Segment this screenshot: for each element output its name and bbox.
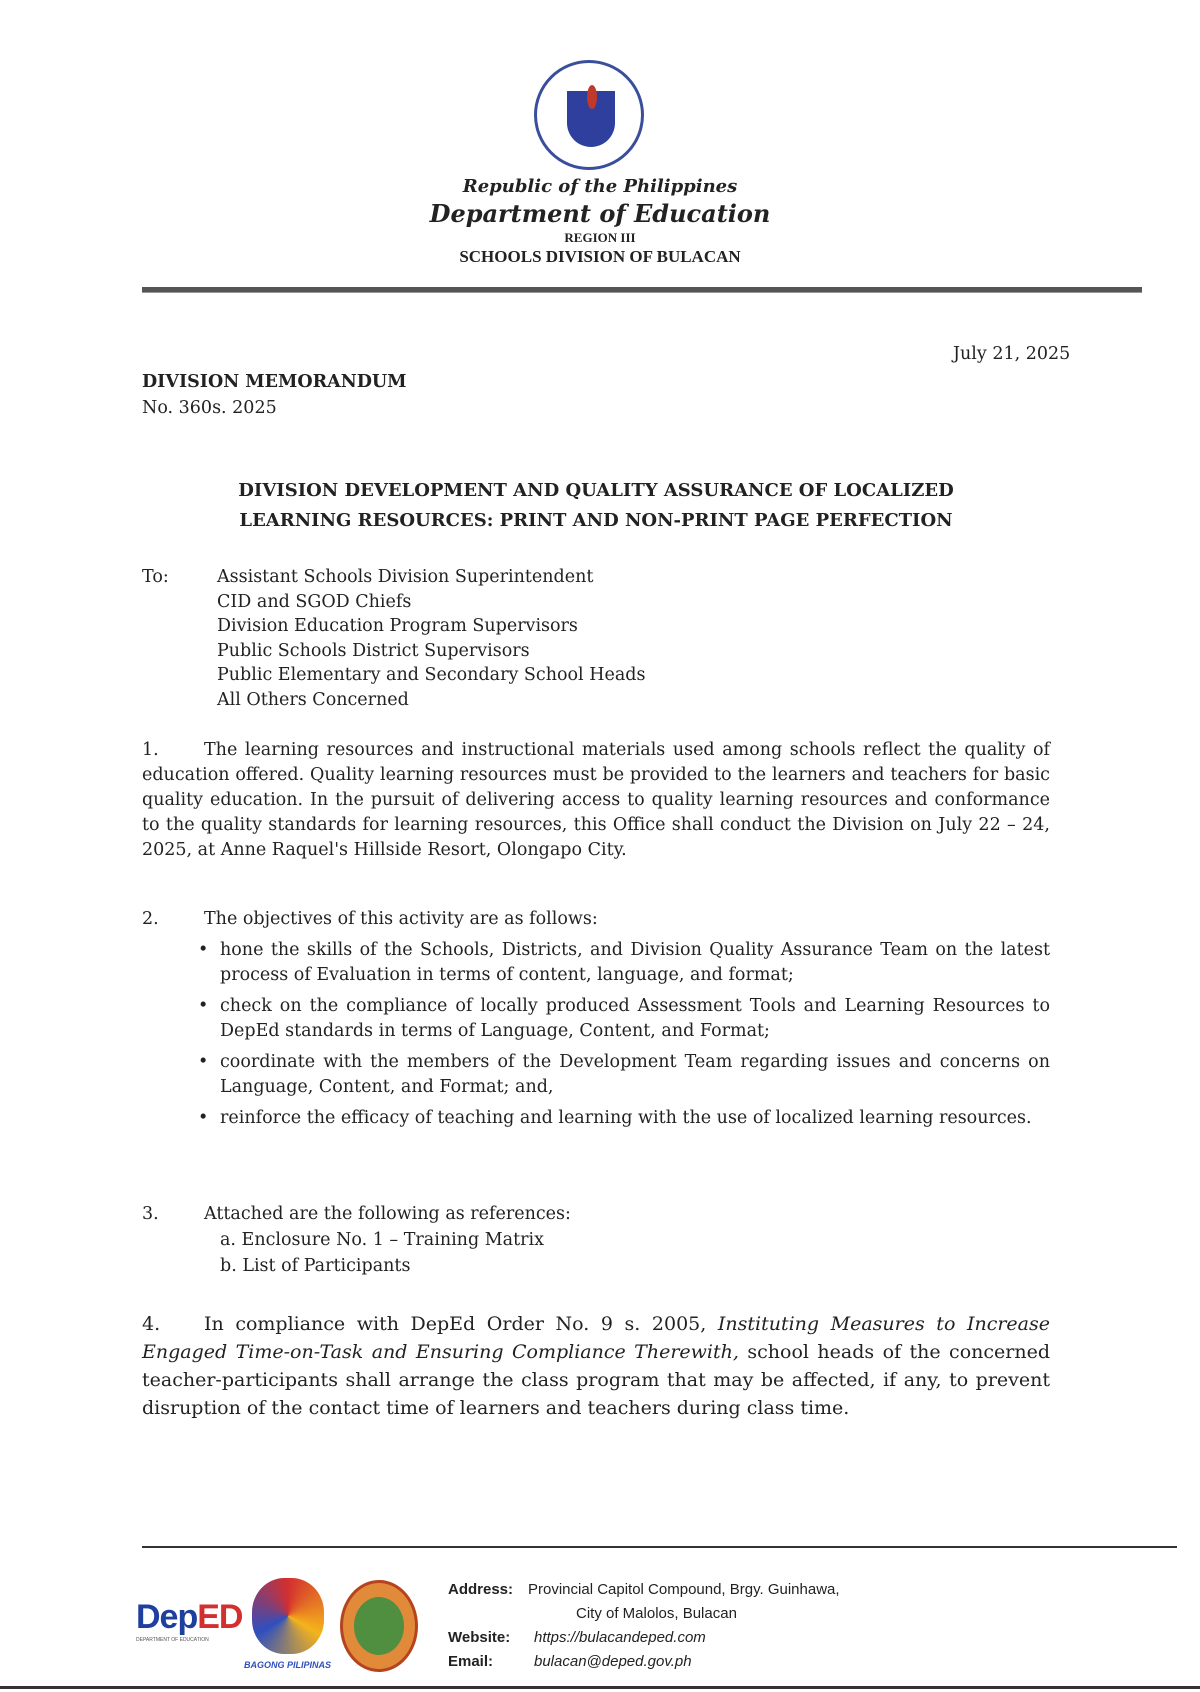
objective-item: • check on the compliance of locally produced Assessment Tools and Learning Resources to DepEd standards in terms of Language, Content, and Format; xyxy=(142,994,1050,1044)
address-line: City of Malolos, Bulacan xyxy=(576,1605,737,1622)
para-text: Attached are the following as references: xyxy=(204,1204,571,1224)
title-line-2: LEARNING RESOURCES: PRINT AND NON-PRINT PAGE PERFECTION xyxy=(239,510,953,531)
division-seal xyxy=(340,1580,418,1672)
para-number: 1. xyxy=(142,740,159,760)
memo-date: July 21, 2025 xyxy=(953,344,1071,364)
email-label: Email: xyxy=(448,1653,494,1670)
para-number: 2. xyxy=(142,909,159,929)
bagong-pilipinas-text: BAGONG PILIPINAS xyxy=(244,1660,332,1670)
deped-logo: DepED DEPARTMENT OF EDUCATION xyxy=(136,1598,243,1643)
recipient: Public Elementary and Secondary School Heads xyxy=(217,665,646,685)
order-title: Instituting Measures to Increase Engaged Time-on-Task and Ensuring Compliance Therewith, xyxy=(142,1313,1050,1363)
bagong-pilipinas-logo xyxy=(252,1578,324,1654)
reference-item: b. List of Participants xyxy=(220,1256,411,1276)
paragraph-4 xyxy=(142,1310,1050,1422)
footer-divider xyxy=(142,1546,1177,1548)
website-label: Website: xyxy=(448,1629,511,1646)
reference-item: a. Enclosure No. 1 – Training Matrix xyxy=(220,1230,544,1250)
memo-number: No. 360s. 2025 xyxy=(142,398,277,418)
bottom-rule xyxy=(0,1686,1200,1689)
header-divider xyxy=(142,287,1142,293)
deped-subtitle: DEPARTMENT OF EDUCATION xyxy=(136,1637,209,1643)
para-number: 3. xyxy=(142,1204,159,1224)
para-text: The learning resources and instructional materials used among schools reflect the quality of education offered. Quality learning resources must be provided to the learners and teachers for basic quality education. In the pursuit of delivering access to quality learning resources and conformance to the quality standards for learning resources, this Office shall conduct the Division on July 22 – 24, 2025, at Anne Raquel's Hillside Resort, Olongapo City. xyxy=(142,740,1050,860)
division-line: SCHOOLS DIVISION OF BULACAN xyxy=(459,247,741,266)
title-line-1: DIVISION DEVELOPMENT AND QUALITY ASSURANCE OF LOCALIZED xyxy=(238,480,954,501)
website-link[interactable]: https://bulacandeped.com xyxy=(534,1629,706,1646)
para-number: 4. xyxy=(142,1313,161,1335)
recipients-block xyxy=(142,565,1050,712)
recipient: All Others Concerned xyxy=(217,689,409,710)
address-line: Provincial Capitol Compound, Brgy. Guinhawa, xyxy=(528,1581,840,1598)
memo-type: DIVISION MEMORANDUM xyxy=(142,372,407,392)
to-label: To: xyxy=(142,567,169,587)
objective-item: • reinforce the efficacy of teaching and learning with the use of localized learning resources. xyxy=(142,1106,1050,1131)
memo-title xyxy=(142,476,1050,536)
department-line: Department of Education xyxy=(429,199,771,228)
objective-item: • coordinate with the members of the Development Team regarding issues and concerns on Language, Content, and Format; and, xyxy=(142,1050,1050,1100)
objective-item: • hone the skills of the Schools, Districts, and Division Quality Assurance Team on the latest process of Evaluation in terms of content, language, and format; xyxy=(142,938,1050,988)
republic-line: Republic of the Philippines xyxy=(462,176,738,197)
footer-contact xyxy=(448,1578,840,1674)
paragraph-1 xyxy=(142,738,1050,863)
email-link[interactable]: bulacan@deped.gov.ph xyxy=(534,1653,692,1670)
para-text: school heads of the concerned teacher-participants shall arrange the class program that may be affected, if any, to prevent disruption of the contact time of learners and teachers during class time. xyxy=(142,1341,1050,1419)
deped-seal xyxy=(534,60,644,170)
region-line: REGION III xyxy=(564,230,636,245)
recipient: CID and SGOD Chiefs xyxy=(217,591,412,612)
paragraph-3 xyxy=(142,1202,1050,1279)
paragraph-2 xyxy=(142,907,1050,1131)
recipient: Assistant Schools Division Superintendent xyxy=(217,567,594,587)
recipient: Public Schools District Supervisors xyxy=(217,640,530,661)
para-text: In compliance with DepEd Order No. 9 s. 2005, xyxy=(204,1313,718,1335)
para-text: The objectives of this activity are as follows: xyxy=(204,909,598,929)
address-label: Address: xyxy=(448,1581,514,1598)
recipient: Division Education Program Supervisors xyxy=(217,616,578,636)
